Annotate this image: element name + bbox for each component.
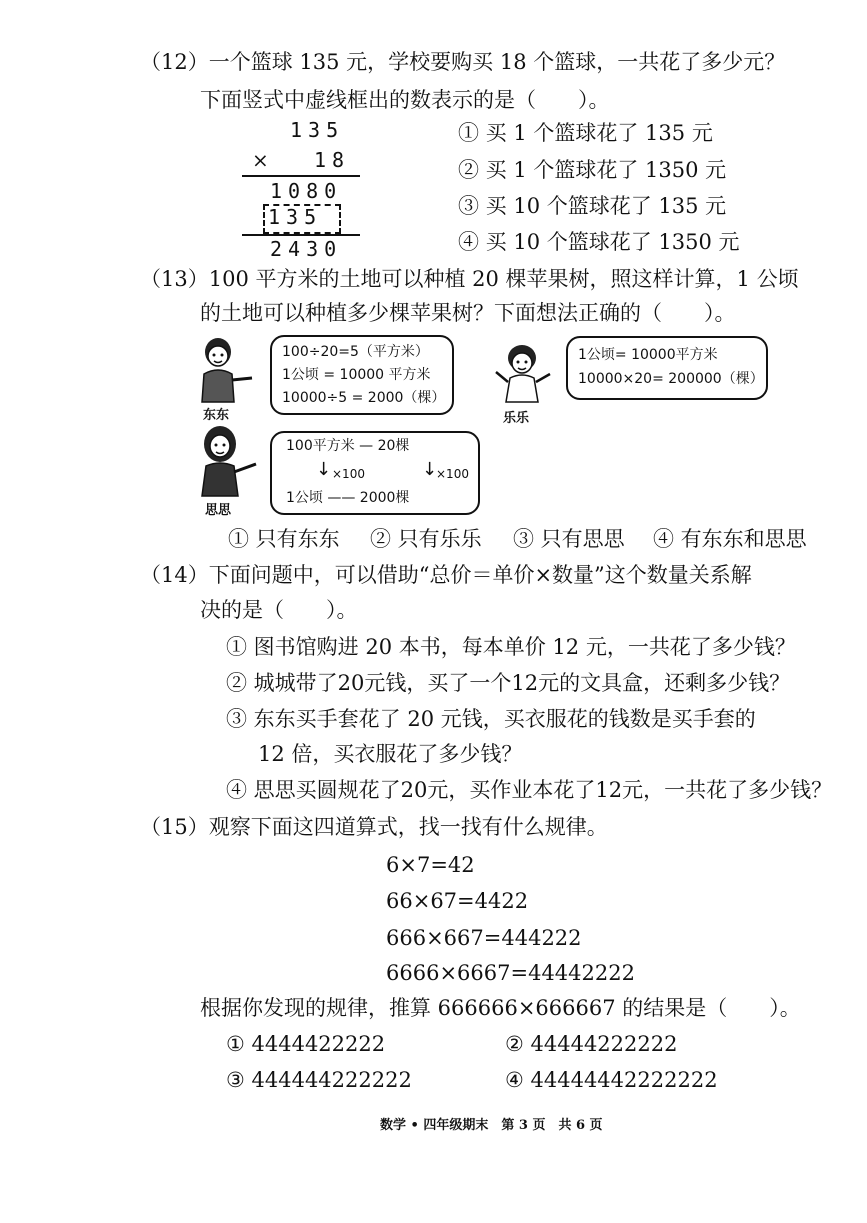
calc-partial-1: 1080 bbox=[270, 179, 343, 203]
sisi-line3: 1公顷 —— 2000棵 bbox=[286, 490, 410, 506]
q15-eq-1: 6×7=42 bbox=[386, 853, 475, 877]
sisi-figure-icon bbox=[196, 424, 260, 498]
lele-line1: 1公顷= 10000平方米 bbox=[578, 347, 718, 363]
q12-option-2: ② 买 1 个篮球花了 1350 元 bbox=[458, 158, 727, 182]
q15-option-1: ① 4444422222 bbox=[226, 1032, 386, 1056]
dongdong-bubble bbox=[270, 335, 454, 415]
q15-eq-3: 666×667=444222 bbox=[386, 926, 582, 950]
q12-option-1: ① 买 1 个篮球花了 135 元 bbox=[458, 121, 713, 145]
q14-option-3-cont: 12 倍，买衣服花了多少钱？ bbox=[258, 742, 523, 766]
q15-eq-4: 6666×6667=44442222 bbox=[386, 961, 635, 985]
q13-stem-line2: 的土地可以种植多少棵苹果树？下面想法正确的（ ）。 bbox=[200, 301, 736, 325]
dongdong-line2: 1公顷 = 10000 平方米 bbox=[282, 367, 431, 383]
q15-option-3: ③ 444444222222 bbox=[226, 1068, 412, 1092]
q14-option-3: ③ 东东买手套花了 20 元钱，买衣服花的钱数是买手套的 bbox=[226, 707, 756, 731]
q14-option-1: ① 图书馆购进 20 本书，每本单价 12 元，一共花了多少钱？ bbox=[226, 635, 796, 659]
dongdong-line1: 100÷20=5（平方米） bbox=[282, 344, 429, 360]
sisi-line1: 100平方米 — 20棵 bbox=[286, 438, 410, 454]
calc-rule-1 bbox=[242, 175, 360, 177]
calc-multiplicand: 135 bbox=[290, 118, 345, 142]
q12-option-3: ③ 买 10 个篮球花了 135 元 bbox=[458, 194, 727, 218]
q14-option-2: ② 城城带了20元钱，买了一个12元的文具盒，还剩多少钱？ bbox=[226, 671, 791, 695]
lele-name: 乐乐 bbox=[503, 411, 530, 426]
calc-product: 2430 bbox=[270, 237, 343, 261]
q13-option-4: ④ 有东东和思思 bbox=[653, 527, 807, 551]
q15-eq-2: 66×67=4422 bbox=[386, 889, 529, 913]
q12-stem-line1: （12）一个篮球 135 元，学校要购买 18 个篮球，一共花了多少元？ bbox=[140, 50, 786, 74]
sisi-arrow-left-label: ×100 bbox=[332, 467, 365, 481]
dongdong-name: 东东 bbox=[203, 408, 230, 423]
sisi-arrow-right-icon: ↓ bbox=[422, 459, 438, 480]
q15-ask: 根据你发现的规律，推算 666666×666667 的结果是（ ）。 bbox=[200, 996, 801, 1020]
q14-stem-line2: 决的是（ ）。 bbox=[200, 598, 358, 622]
q13-option-1: ① 只有东东 bbox=[228, 527, 340, 551]
q15-option-2: ② 44444222222 bbox=[505, 1032, 678, 1056]
sisi-bubble bbox=[270, 431, 480, 515]
calc-times-sign: × bbox=[252, 148, 269, 172]
page-footer: 数学 • 四年级期末 第 3 页 共 6 页 bbox=[380, 1118, 603, 1133]
sisi-arrow-right-label: ×100 bbox=[436, 467, 469, 481]
dongdong-figure-icon bbox=[196, 336, 256, 404]
q13-option-2: ② 只有乐乐 bbox=[370, 527, 482, 551]
lele-line2: 10000×20= 200000（棵） bbox=[578, 371, 764, 387]
lele-bubble bbox=[566, 336, 768, 400]
dongdong-line3: 10000÷5 = 2000（棵） bbox=[282, 390, 446, 406]
calc-partial-2: 135 bbox=[268, 205, 323, 229]
q15-stem: （15）观察下面这四道算式，找一找有什么规律。 bbox=[140, 815, 608, 839]
lele-figure-icon bbox=[492, 342, 554, 404]
calc-multiplier: 18 bbox=[314, 148, 351, 172]
q15-option-4: ④ 44444442222222 bbox=[505, 1068, 718, 1092]
sisi-arrow-left-icon: ↓ bbox=[316, 459, 332, 480]
q13-option-3: ③ 只有思思 bbox=[513, 527, 625, 551]
q14-stem-line1: （14）下面问题中，可以借助“总价＝单价×数量”这个数量关系解 bbox=[140, 563, 752, 587]
sisi-name: 思思 bbox=[205, 503, 232, 518]
q12-option-4: ④ 买 10 个篮球花了 1350 元 bbox=[458, 230, 740, 254]
q13-stem-line1: （13）100 平方米的土地可以种植 20 棵苹果树，照这样计算，1 公顷 bbox=[140, 267, 799, 291]
q14-option-4: ④ 思思买圆规花了20元，买作业本花了12元，一共花了多少钱？ bbox=[226, 778, 833, 802]
q12-stem-line2: 下面竖式中虚线框出的数表示的是（ ）。 bbox=[200, 88, 610, 112]
